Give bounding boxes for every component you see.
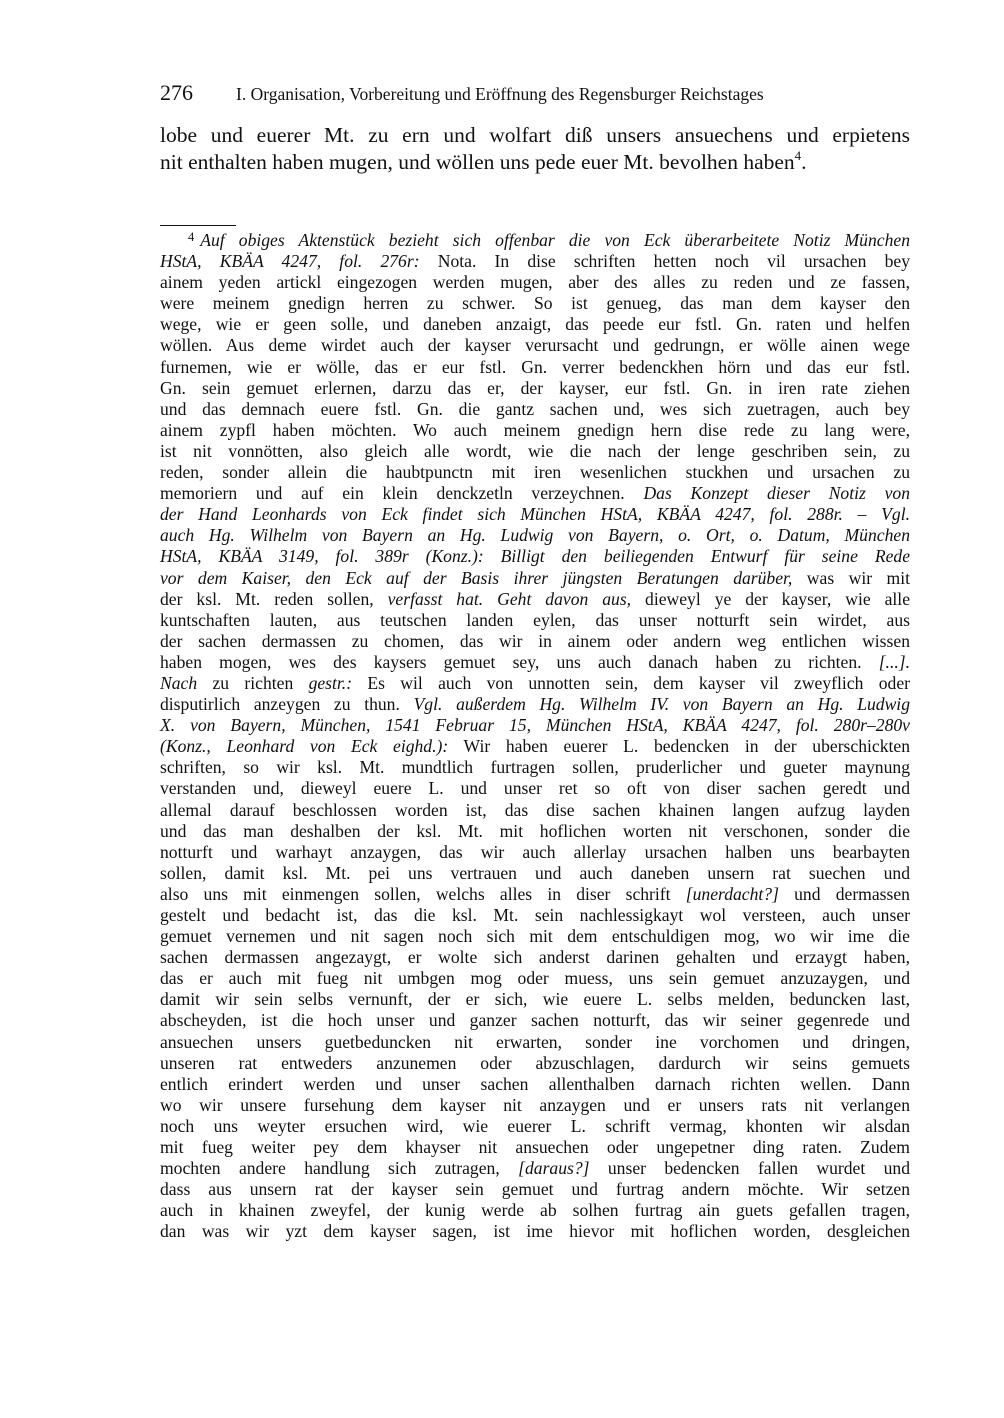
footnote-text: memoriern und auf ein klein denckzetln verzeychnen.: [160, 483, 644, 504]
footnote-line: [160, 1137, 910, 1158]
footnote-italic-text: X. von Bayern, München, 1541 Februar 15, München HStA, KBÄA 4247, fol. 280r–280v: [160, 715, 910, 736]
footnote-text: Wir haben euerer L. bedencken in der uberschickten: [448, 736, 910, 757]
footnote-text: haben mogen, wes des kaysers gemuet sey, uns auch danach haben zu richten.: [160, 651, 879, 672]
footnote-line: [160, 568, 910, 589]
footnote-line: [160, 1010, 910, 1031]
footnote-line: [160, 1074, 910, 1095]
footnote-line: [160, 1200, 910, 1221]
footnote-text: were meinem gnedign herren zu schwer. So ist genueg, das man dem kayser den: [160, 293, 910, 314]
footnote-line: 4 Auf obiges Aktenstück bezieht sich offenbar die von Eck überarbeitete Notiz München: [188, 230, 910, 250]
footnote-text: das er auch mit fueg nit umbgen mog oder muess, uns sein gemuet anzuzaygen, und: [160, 968, 910, 989]
footnote-line: [160, 610, 910, 631]
footnote-line: [160, 821, 910, 842]
footnote-text: reden, sonder allein die haubtpunctn mit iren wesenlichen stuckhen und ursachen zu: [160, 462, 910, 483]
footnote-line: [160, 589, 910, 610]
footnote-text: furnemen, wie er wölle, das er eur fstl. Gn. verrer bedenckhen hörn und das eur fstl.: [160, 356, 910, 377]
footnote-line: [160, 905, 910, 926]
footnote-reference[interactable]: 4: [794, 148, 802, 163]
footnote-text: auch in khainen zweyfel, der kunig werde ab solhen furtrag ain guets gefallen tragen,: [160, 1200, 910, 1221]
footnote-line: [160, 1221, 910, 1242]
footnote-line: [160, 420, 910, 441]
footnote-text: und dermassen: [778, 883, 910, 904]
footnote-italic-text: [...].: [878, 651, 910, 672]
footnote-line: [160, 525, 910, 546]
main-text-line: lobe und euerer Mt. zu ern und wolfart diß unsers ansuechens und erpietens: [160, 123, 910, 147]
footnote-text: ansuechen unsers guetbeduncken nit erwarten, sonder ine vorchomen und dringen,: [160, 1031, 910, 1052]
footnote-text: dass aus unsern rat der kayser sein gemuet und furtrag andern möchte. Wir setzen: [160, 1179, 910, 1200]
footnote-text: Gn. sein gemuet erlernen, darzu das er, der kayser, eur fstl. Gn. in iren rate ziehen: [160, 377, 910, 398]
footnote-line: [160, 462, 910, 483]
footnote-text: und das man deshalben der ksl. Mt. mit hoflichen worten nit verschonen, sonder die: [160, 820, 910, 841]
footnote-text: damit wir sein selbs vernunft, der er sich, wie euere L. selbs melden, beduncken last,: [160, 989, 910, 1010]
footnote-line: [160, 778, 910, 799]
footnote-text: mochten andere handlung sich zutragen,: [160, 1158, 519, 1179]
footnote-block: [160, 230, 910, 1243]
footnote-text: wo wir unsere fursehung dem kayser nit anzaygen und er unsers rats nit verlangen: [160, 1094, 910, 1115]
footnote-line: [160, 546, 910, 567]
footnote-line: [160, 251, 910, 272]
footnote-text: zu richten: [197, 672, 309, 693]
footnote-italic-text: auch Hg. Wilhelm von Bayern an Hg. Ludwig von Bayern, o. Ort, o. Datum, München: [160, 525, 910, 546]
footnote-text: allemal darauf beschlossen worden ist, das dise sachen khainen langen aufzug layden: [160, 799, 910, 820]
footnote-line: [160, 884, 910, 905]
footnote-italic-text: vor dem Kaiser, den Eck auf der Basis ihrer jüngsten Beratungen darüber,: [160, 567, 793, 588]
footnote-text: und das demnach euere fstl. Gn. die gantz sachen und, wes sich zuetragen, auch bey: [160, 398, 910, 419]
footnote-text: also uns mit einmengen sollen, welchs alles in diser schrift: [160, 883, 686, 904]
footnote-text: abscheyden, ist die hoch unser und ganzer sachen notturft, das wir seiner gegenrede und: [160, 1010, 910, 1031]
footnote-italic-text: Das Konzept dieser Notiz von: [643, 483, 910, 504]
footnote-italic-text: HStA, KBÄA 4247, fol. 276r:: [160, 251, 420, 272]
footnote-line: [160, 357, 910, 378]
footnote-italic-text: HStA, KBÄA 3149, fol. 389r (Konz.): Billigt den beiliegenden Entwurf für seine Rede: [160, 546, 910, 567]
footnote-line: [160, 314, 910, 335]
footnote-text: schriften, so wir ksl. Mt. mundtlich furtragen sollen, pruderlicher und gueter maynung: [160, 757, 910, 778]
footnote-italic-text: gestr.:: [308, 672, 353, 693]
footnote-text: ainem zypfl haben möchten. Wo auch meinem gnedign hern dise rede zu lang were,: [160, 419, 910, 440]
footnote-italic-text: [daraus?]: [518, 1158, 590, 1179]
footnote-line: [160, 1179, 910, 1200]
footnote-text: was wir mit: [792, 567, 910, 588]
footnote-line: [160, 399, 910, 420]
footnote-text: gestelt und bedacht ist, das die ksl. Mt. sein nachlessigkayt wol versteen, auch unser: [160, 905, 910, 925]
page-number: 276: [160, 80, 193, 105]
running-header: [160, 80, 910, 110]
footnote-italic-text: [unerdacht?]: [685, 883, 779, 904]
footnote-text: noch uns weyter ersuchen wird, wie euerer L. schrift vermag, khonten wir alsdan: [160, 1115, 910, 1136]
footnote-line: [160, 652, 910, 673]
footnote-line: [160, 1053, 910, 1074]
footnote-text: wege, wie er geen solle, und daneben anzaigt, das peede eur fstl. Gn. raten und helfen: [160, 314, 910, 335]
footnote-italic-text: der Hand Leonhards von Eck findet sich München HStA, KBÄA 4247, fol. 288r. – Vgl.: [160, 504, 910, 525]
running-head-title: I. Organisation, Vorbereitung und Eröffnung des Regensburger Reichstages: [236, 84, 764, 104]
footnote-text: wöllen. Aus deme wirdet auch der kayser verursacht und gedrungn, er wölle ainen wege: [160, 335, 910, 356]
footnote-text: disputirlich anzeygen zu thun.: [160, 694, 414, 715]
footnote-line: [160, 1032, 910, 1053]
footnote-italic-text: Nach: [160, 672, 198, 693]
footnote-text: verstanden und, dieweyl euere L. und unser ret so oft von diser sachen geredt und: [160, 778, 910, 799]
footnote-line: [160, 673, 910, 694]
footnote-line: [160, 1158, 910, 1179]
footnote-text: ainem yeden artickl eingezogen werden mugen, aber des alles zu reden und ze fassen,: [160, 272, 910, 293]
footnote-line: [160, 736, 910, 757]
footnote-line: [160, 631, 910, 652]
footnote-text: Nota. In dise schriften hetten noch vil ursachen bey: [419, 251, 910, 272]
main-text-line-end: .: [801, 150, 807, 174]
footnote-text: sollen, damit ksl. Mt. pei uns vertrauen und auch daneben unsern rat suechen und: [160, 862, 910, 883]
footnote-line: [160, 504, 910, 525]
footnote-text: Es wil auch von unnotten sein, dem kayser vil zweyflich oder: [352, 672, 910, 693]
main-text-line-content: nit enthalten haben mugen, und wöllen uns pede euer Mt. bevolhen haben: [160, 150, 795, 174]
main-text-block: [160, 122, 910, 176]
footnote-line: [160, 926, 910, 947]
footnote-line: [160, 293, 910, 314]
footnote-line: [160, 694, 910, 715]
footnote-line: [160, 968, 910, 989]
footnote-line: [160, 272, 910, 293]
footnote-text: dan was wir yzt dem kayser sagen, ist ime hievor mit hoflichen worden, desgleichen: [160, 1221, 910, 1242]
footnote-line: [160, 800, 910, 821]
footnote-italic-text: Vgl. außerdem Hg. Wilhelm IV. von Bayern an Hg. Ludwig: [413, 694, 910, 715]
footnote-italic-text: (Konz., Leonhard von Eck eighd.):: [160, 736, 449, 757]
footnote-italic-text: verfasst hat. Geht davon aus,: [387, 588, 632, 609]
footnote-line: [160, 483, 910, 504]
footnote-line: [160, 1116, 910, 1137]
footnote-text: kuntschaften lauten, aus teutschen landen eylen, das unser notturft sein wirdet, aus: [160, 609, 910, 630]
footnote-line: [160, 715, 910, 736]
footnote-line: [160, 842, 910, 863]
main-text-line: [160, 149, 910, 176]
footnote-text: der ksl. Mt. reden sollen,: [160, 588, 388, 609]
footnote-text: dieweyl ye der kayser, wie alle: [631, 588, 911, 609]
footnote-line: [160, 378, 910, 399]
footnote-text: der sachen dermassen zu chomen, das wir in ainem oder andern weg entlichen wissen: [160, 630, 910, 651]
footnote-text: entlich erindert werden und unser sachen allenthalben darnach richten wellen. Dann: [160, 1073, 910, 1094]
footnote-line: [160, 1095, 910, 1116]
footnote-line: [160, 441, 910, 462]
footnote-line: [160, 947, 910, 968]
footnote-separator: [160, 225, 236, 226]
footnote-text: sachen dermassen angezaygt, er wolte sich anderst darinen gehalten und erzaygt haben,: [160, 947, 910, 968]
footnote-line: [160, 989, 910, 1010]
footnote-line: [160, 757, 910, 778]
footnote-text: ist nit vonnötten, also gleich alle wordt, wie die nach der lenge geschriben sein, zu: [160, 440, 910, 461]
footnote-text: unser bedencken fallen wurdet und: [589, 1158, 910, 1179]
footnote-line: [160, 863, 910, 884]
footnote-text: gemuet vernemen und nit sagen noch sich mit dem entschuldigen mog, wo wir ime die: [160, 926, 910, 947]
footnote-line: [160, 335, 910, 356]
footnote-text: notturft und warhayt anzaygen, das wir auch allerlay ursachen halben uns bearbayten: [160, 841, 910, 862]
footnote-italic-text: Auf obiges Aktenstück bezieht sich offenbar die von Eck überarbeitete Notiz München: [200, 230, 910, 250]
footnote-text: unseren rat entweders anzunemen oder abzuschlagen, dardurch wir seins gemuets: [160, 1052, 910, 1073]
footnote-text: mit fueg weiter pey dem khayser nit ansuechen oder ungepetner ding raten. Zudem: [160, 1137, 910, 1158]
